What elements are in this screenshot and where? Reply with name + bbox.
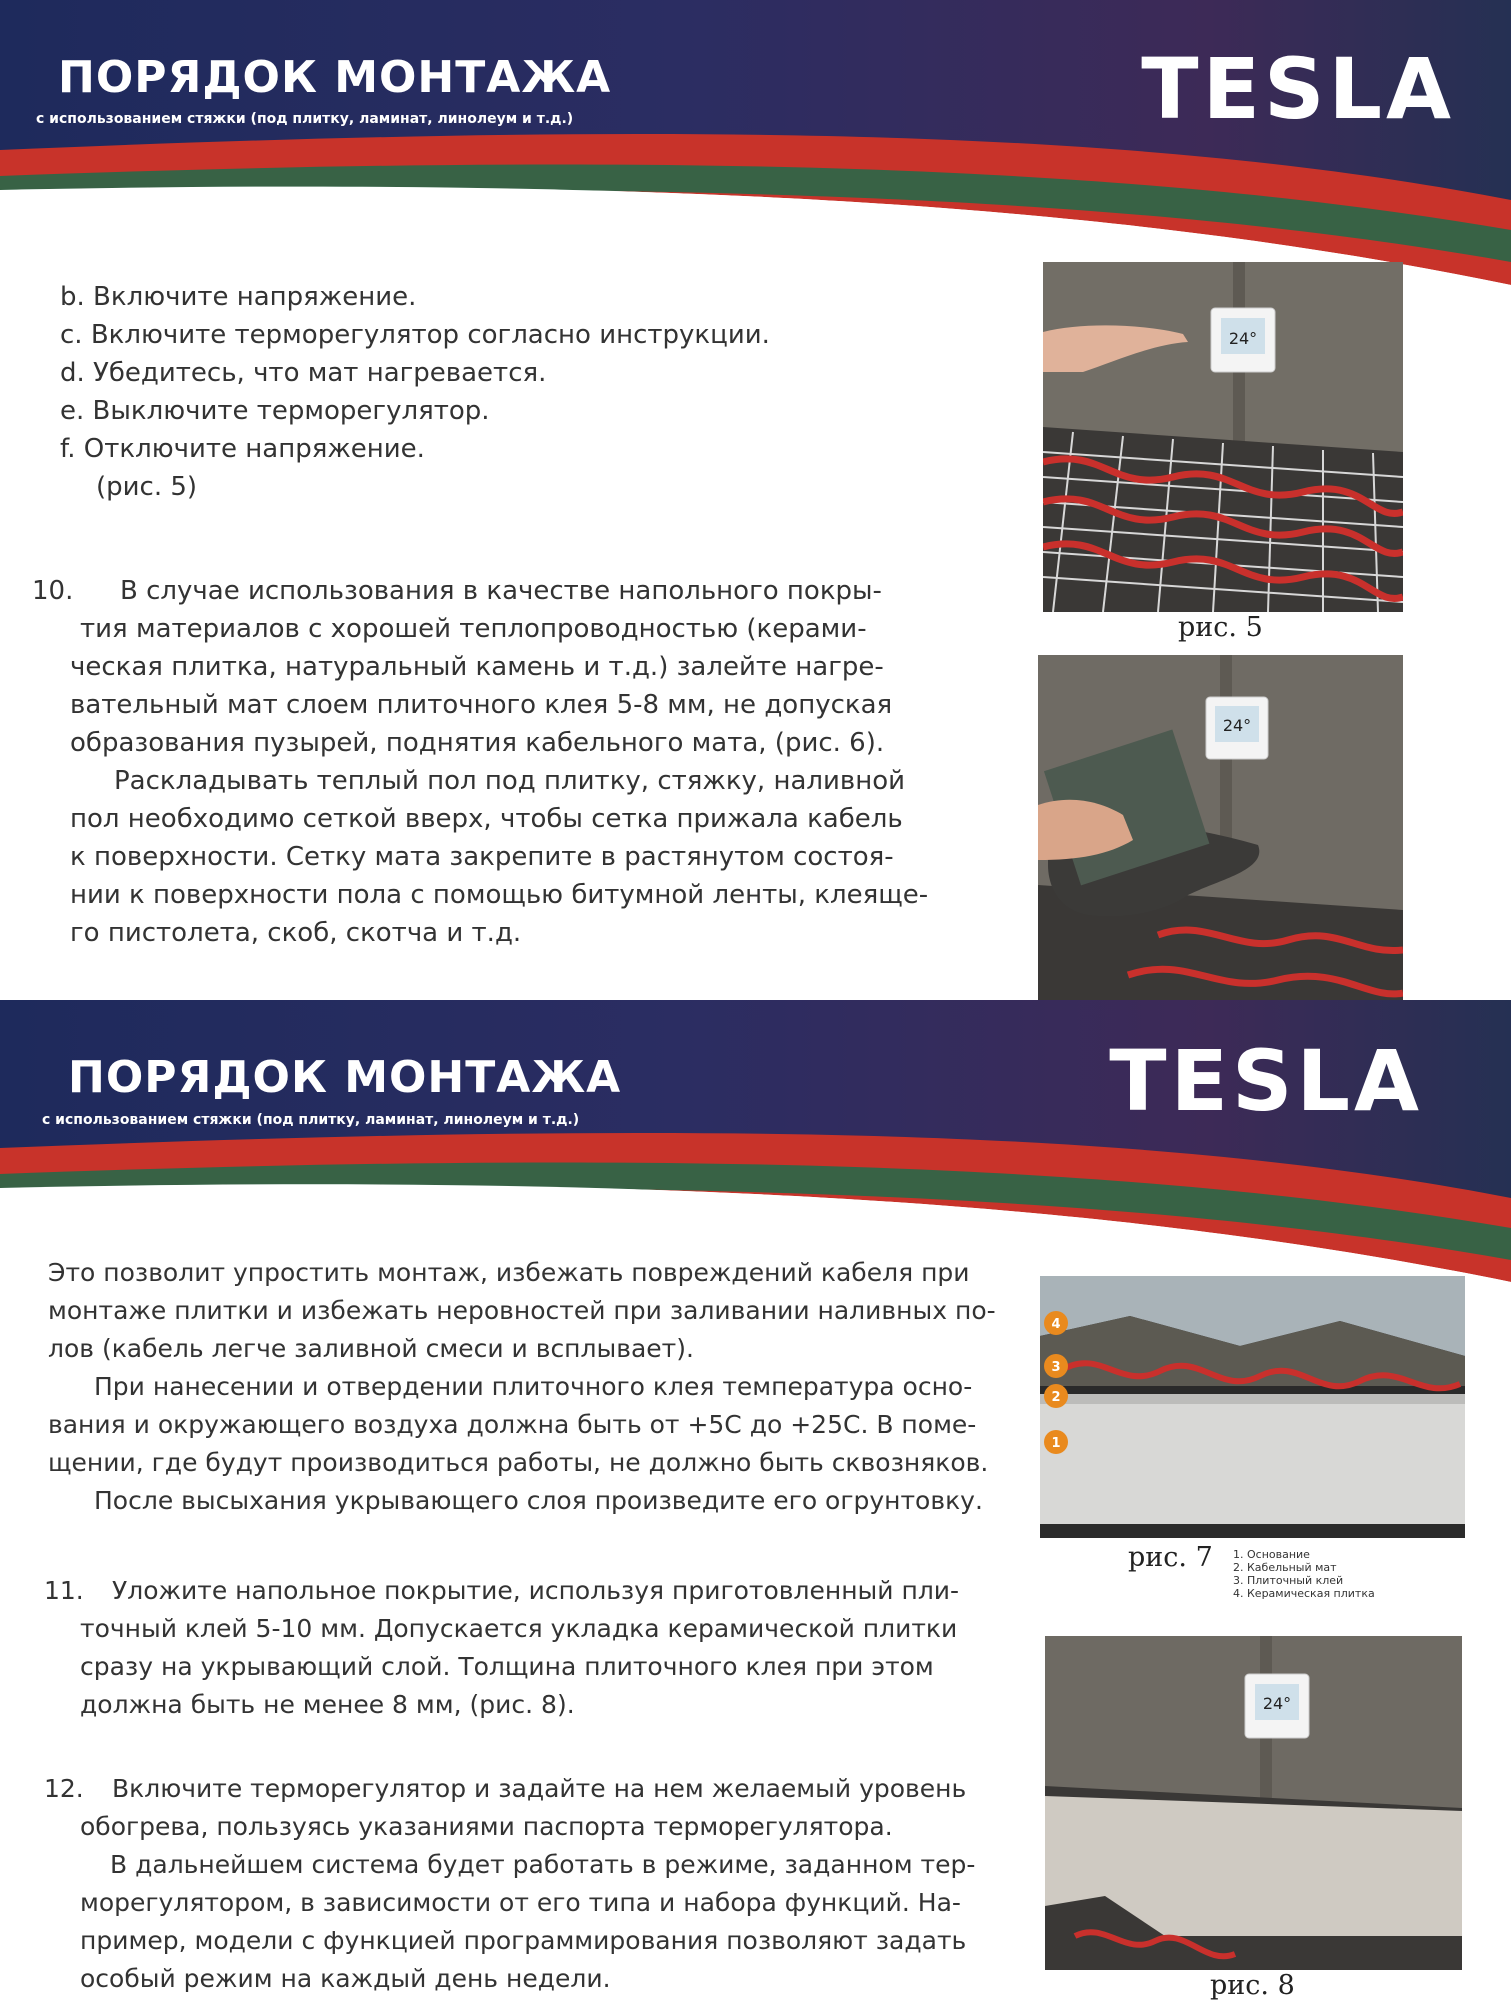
item-10-number: 10. (32, 576, 74, 606)
brand-logo: TESLA (1109, 1032, 1423, 1130)
intro-text: Это позволит упростить монтаж, избежать повреждений кабеля при монтаже плитки и избежать неровностей при заливании наливных по- лов (кабель легче заливной смеси и всплывает). При нанесении и отвердении плиточного клея температура осно- вания и окружающего воздуха должна быть от +5С до +25С. В поме- щении, где будут производиться работы, не должно быть сквозняков. После высыхания укрывающего слоя произведите его огрунтовку. (48, 1258, 996, 1515)
brand-logo: TESLA (1141, 40, 1455, 138)
header-title: ПОРЯДОК МОНТАЖА (58, 52, 612, 103)
thermostat-display: 24° (1222, 716, 1252, 735)
header-subtitle: с использованием стяжки (под плитку, ламинат, линолеум и т.д.) (36, 111, 574, 127)
item-11-text: Уложите напольное покрытие, используя приготовленный пли- точный клей 5-10 мм. Допускается укладка керамической плитки сразу на укрывающий слой. Толщина плиточного клея при этом должна быть не менее 8 мм, (рис. 8). (80, 1576, 960, 1719)
thermostat-display: 24° (1262, 1694, 1292, 1713)
item-12-number: 12. (44, 1774, 84, 1803)
figure-5-caption: рис. 5 (1178, 612, 1263, 643)
fig-ref: (рис. 5) (96, 472, 198, 502)
layer-badge-2: 2 (1051, 1390, 1061, 1405)
figure-6-photo (1038, 655, 1403, 1000)
header-title: ПОРЯДОК МОНТАЖА (68, 1052, 622, 1103)
page-header (0, 0, 1511, 300)
page-2 (0, 1000, 1511, 2000)
step-e: e. Выключите терморегулятор. (60, 396, 490, 426)
figure-7-diagram (1040, 1276, 1465, 1538)
legend-item: 4. Керамическая плитка (1233, 1587, 1375, 1600)
step-c: c. Включите терморегулятор согласно инструкции. (60, 320, 770, 350)
legend-item: 2. Кабельный мат (1233, 1561, 1337, 1574)
step-b: b. Включите напряжение. (60, 282, 417, 312)
layer-badge-3: 3 (1051, 1360, 1061, 1375)
figure-5-photo (1043, 262, 1403, 612)
item-11-number: 11. (44, 1576, 84, 1605)
step-f: f. Отключите напряжение. (60, 434, 425, 464)
item-10-text: В случае использования в качестве напольного покры- тия материалов с хорошей теплопроводностью (керами- ческая плитка, натуральный камень и т.д.) залейте нагре- вательный мат слоем плиточного клея 5-8 мм, не допуская образования пузырей, поднятия кабельного мата, (рис. 6). Раскладывать теплый пол под плитку, стяжку, наливной пол необходимо сеткой вверх, чтобы сетка прижала кабель к поверхности. Сетку мата закрепите в растянутом состоя- нии к поверхности пола с помощью битумной ленты, клеяще- го пистолета, скоб, скотча и т.д. (70, 576, 929, 948)
step-d: d. Убедитесь, что мат нагревается. (60, 358, 547, 388)
item-12-text: Включите терморегулятор и задайте на нем желаемый уровень обогрева, пользуясь указаниями паспорта терморегулятора. В дальнейшем система будет работать в режиме, заданном тер- морегулятором, в зависимости от его типа и набора функций. На- пример, модели с функцией программирования позволяют задать особый режим на каждый день недели. (80, 1774, 976, 1993)
figure-7-legend (1233, 1548, 1375, 1600)
figure-8-caption: рис. 8 (1210, 1970, 1295, 2000)
figure-8-photo (1045, 1636, 1462, 1970)
layer-badge-4: 4 (1051, 1317, 1061, 1332)
layer-badge-1: 1 (1051, 1436, 1061, 1451)
figure-7-caption: рис. 7 (1128, 1542, 1213, 1573)
legend-item: 3. Плиточный клей (1233, 1574, 1344, 1587)
header-subtitle: с использованием стяжки (под плитку, ламинат, линолеум и т.д.) (42, 1112, 580, 1128)
thermostat-display: 24° (1228, 329, 1258, 348)
legend-item: 1. Основание (1233, 1548, 1310, 1561)
steps-list (60, 278, 770, 506)
